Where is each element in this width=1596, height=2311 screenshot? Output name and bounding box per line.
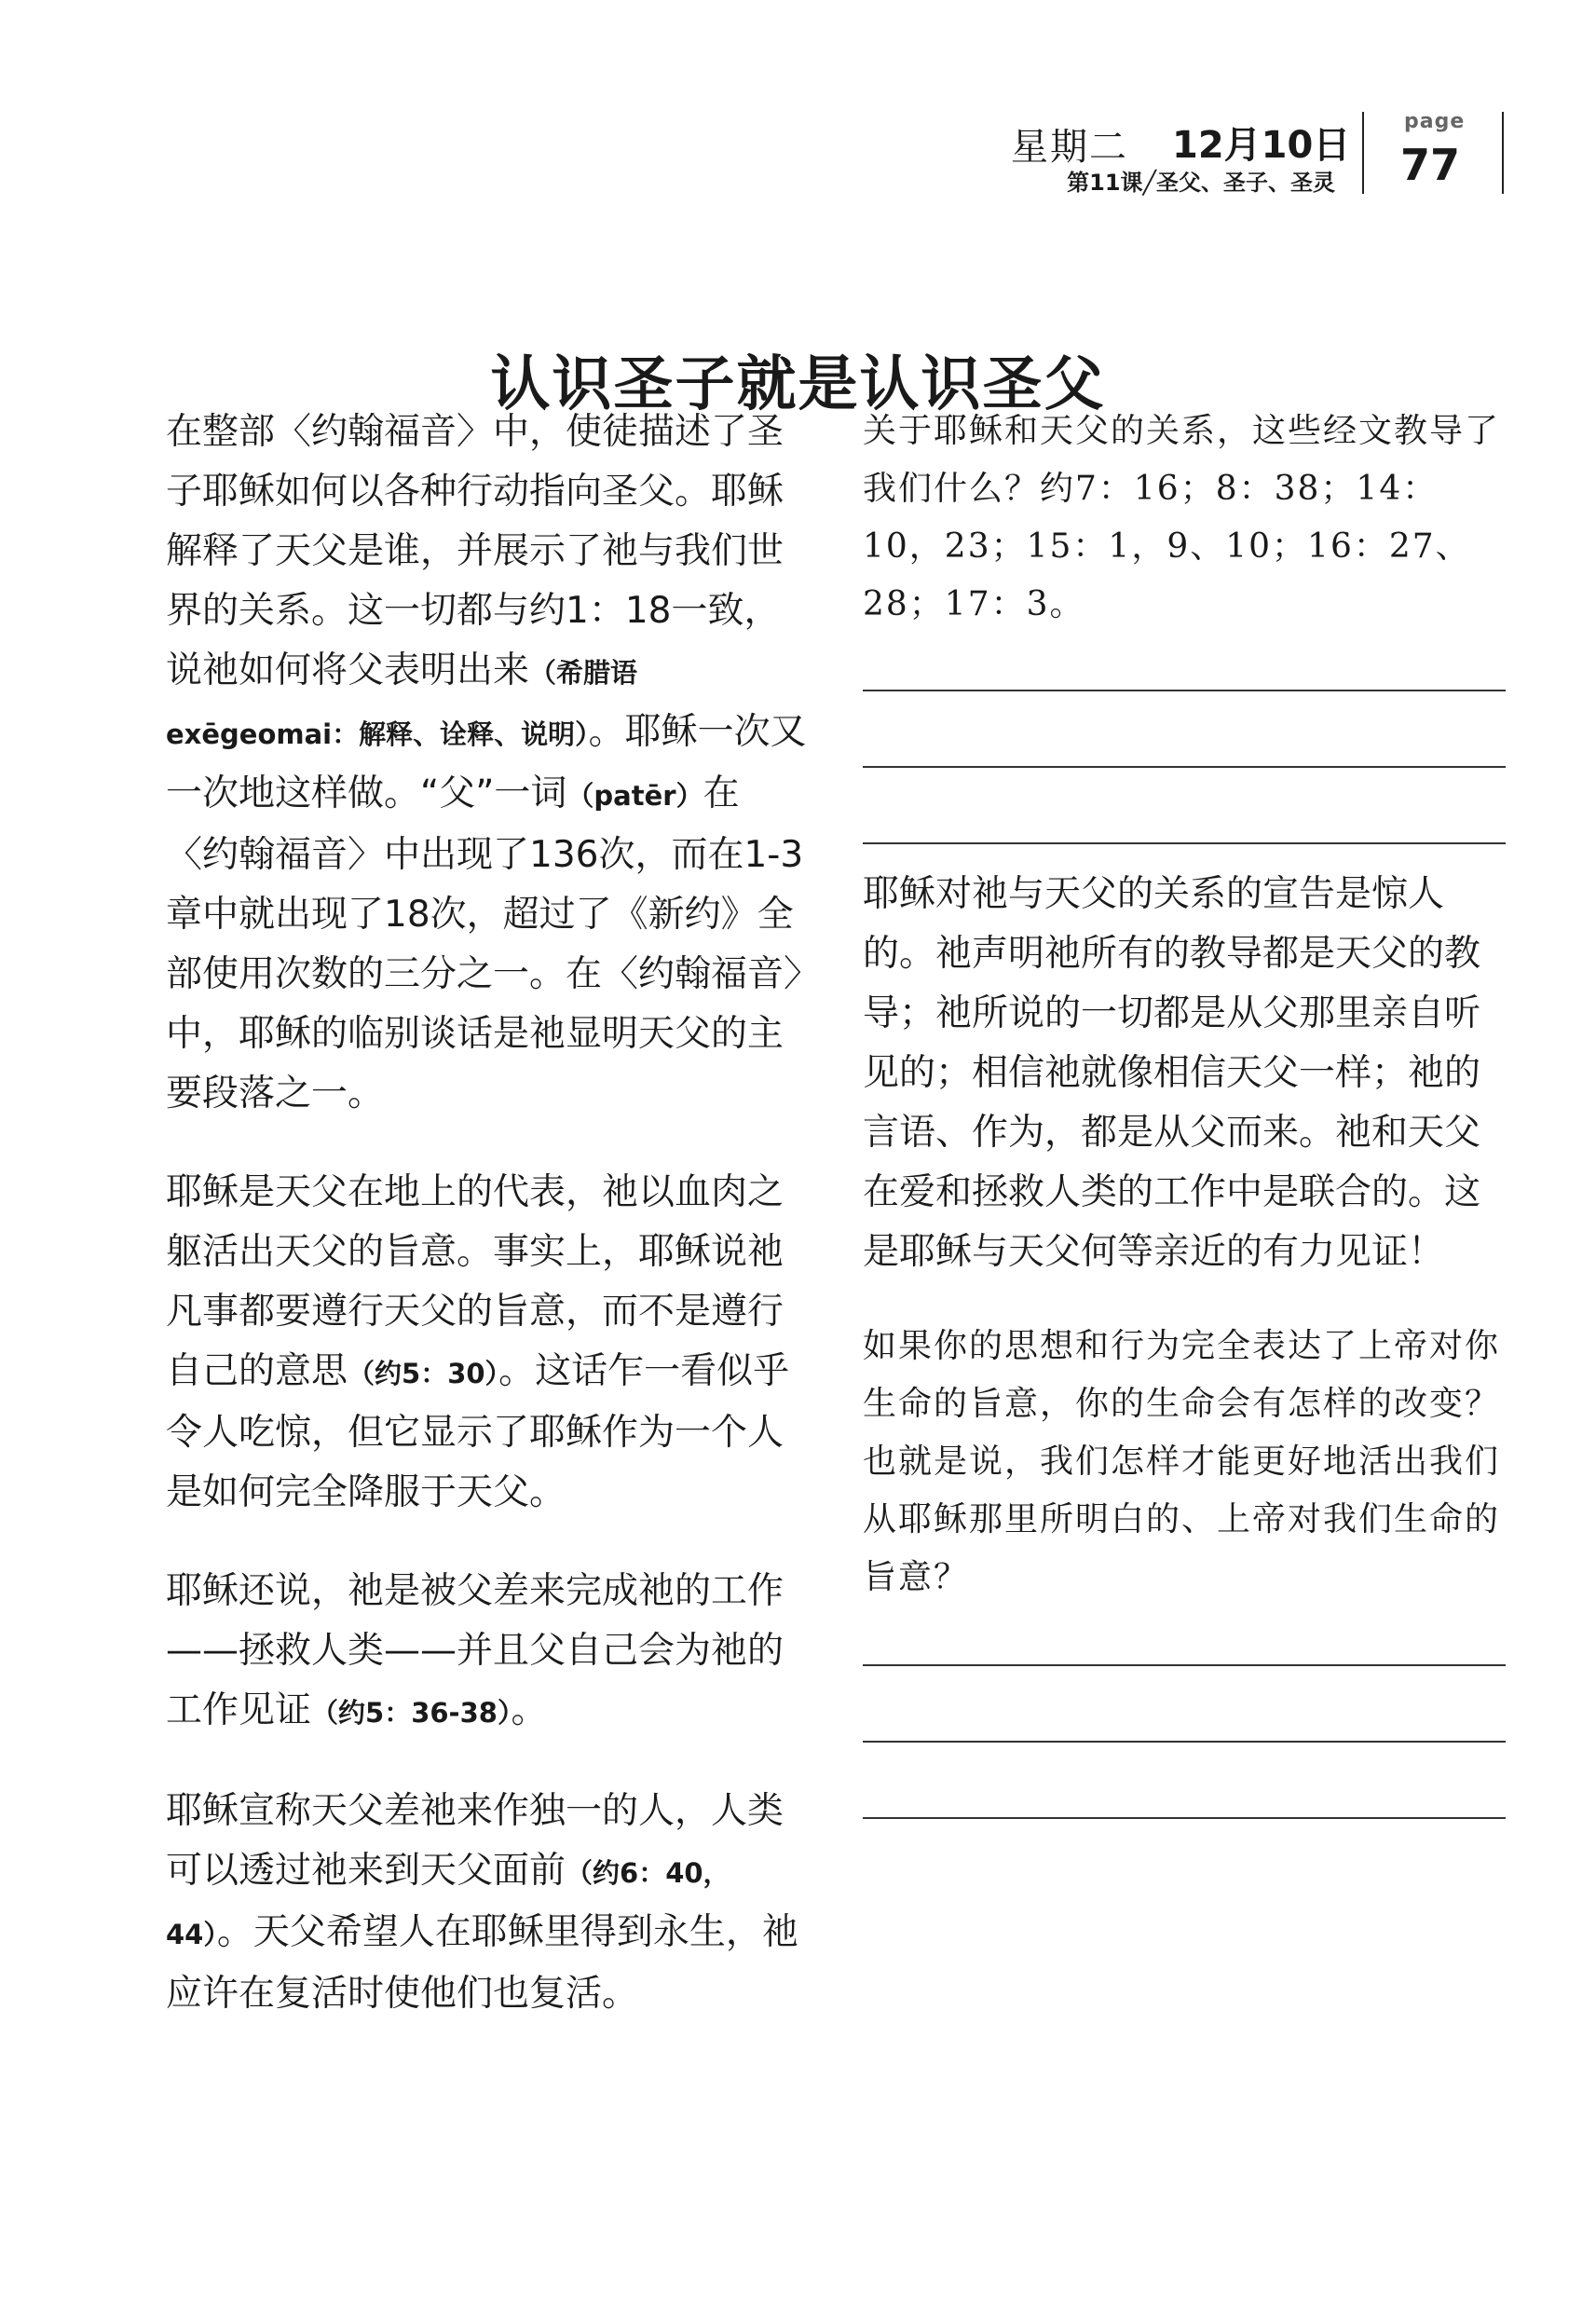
paragraph-text: 在整部〈约翰福音〉中，使徒描述了圣子耶稣如何以各种行动指向圣父。耶稣解释了天父是谁，并展示了祂与我们世界的关系。这一切都与约1：18一致，说祂如何将父表明出来: [166, 411, 784, 691]
paragraph-text: 。天父希望人在耶稣里得到永生，祂应许在复活时使他们也复活。: [166, 1911, 798, 2015]
commentary-paragraph: 耶稣对祂与天父的关系的宣告是惊人的。祂声明祂所有的教导都是天父的教导；祂所说的一切都是从父那里亲自听见的；相信祂就像相信天父一样；祂的言语、作为，都是从父而来。祂和天父在爱和拯救人类的工作中是联合的。这是耶稣与天父何等亲近的有力见证！: [863, 873, 1481, 1273]
paragraph-text: 在〈约翰福音〉中出现了136次，而在1-3章中就出现了18次，超过了《新约》全部使用次数的三分之一。在〈约翰福音〉中，耶稣的临别谈话是祂显明天父的主要段落之一。: [166, 773, 804, 1114]
scripture-reference: （约5：30）: [348, 1358, 499, 1389]
answer-line[interactable]: [863, 1664, 1506, 1666]
page-header: [0, 112, 1596, 214]
scripture-reference: （希腊语exēgeomai：解释、诠释、说明）: [166, 657, 638, 750]
paragraph-3: [166, 1562, 809, 1743]
header-divider: [1362, 112, 1364, 194]
answer-line[interactable]: [863, 766, 1506, 768]
paragraph-2: [166, 1163, 809, 1523]
scripture-reference: （约6：40，44）: [166, 1857, 730, 1950]
answer-line[interactable]: [863, 1817, 1506, 1819]
paragraph-text: 耶稣是天父在地上的代表，祂以血肉之躯活出天父的旨意。事实上，耶稣说祂凡事都要遵行天父的旨意，而不是遵行自己的意思: [166, 1171, 784, 1392]
answer-line[interactable]: [863, 1741, 1506, 1743]
answer-line[interactable]: [863, 842, 1506, 844]
paragraph-4: [166, 1782, 809, 2024]
answer-lines-1[interactable]: [863, 690, 1506, 844]
left-column: [166, 403, 809, 2063]
answer-line[interactable]: [863, 690, 1506, 691]
paragraph-text: 。: [511, 1689, 548, 1731]
answer-lines-2[interactable]: [863, 1664, 1506, 1819]
page-label: page: [1404, 110, 1466, 133]
right-column: [863, 403, 1506, 1819]
scripture-reference: （约5：36-38）: [311, 1697, 512, 1729]
header-edge-rule: [1502, 112, 1504, 194]
scripture-reference: （patēr）: [566, 780, 703, 812]
header-lesson: 第11课╱圣父、圣子、圣灵: [1067, 170, 1335, 196]
paragraph-text: 耶稣还说，祂是被父差来完成祂的工作——拯救人类——并且父自己会为祂的工作见证: [166, 1570, 784, 1731]
study-question-1: 关于耶稣和天父的关系，这些经文教导了我们什么？约7：16；8：38；14：10，23；15：1，9、10；16：27、28；17：3。: [863, 412, 1501, 623]
page-number: 77: [1400, 140, 1461, 190]
paragraph-text: 。这话乍一看似乎令人吃惊，但它显示了耶稣作为一个人是如何完全降服于天父。: [166, 1350, 790, 1513]
header-date: 12月10日: [1172, 124, 1351, 167]
header-day: 星期二: [1011, 126, 1128, 169]
paragraph-text: 耶稣宣称天父差祂来作独一的人，人类可以透过祂来到天父面前: [166, 1790, 784, 1892]
paragraph-1: [166, 403, 809, 1124]
page-title: 认识圣子就是认识圣父: [490, 349, 1106, 419]
study-question-2: 如果你的思想和行为完全表达了上帝对你生命的旨意，你的生命会有怎样的改变？也就是说，我们怎样才能更好地活出我们从耶稣那里所明白的、上帝对我们生命的旨意？: [863, 1327, 1501, 1596]
paragraph-text: 。耶稣一次又一次地这样做。“父”一词: [166, 711, 807, 814]
